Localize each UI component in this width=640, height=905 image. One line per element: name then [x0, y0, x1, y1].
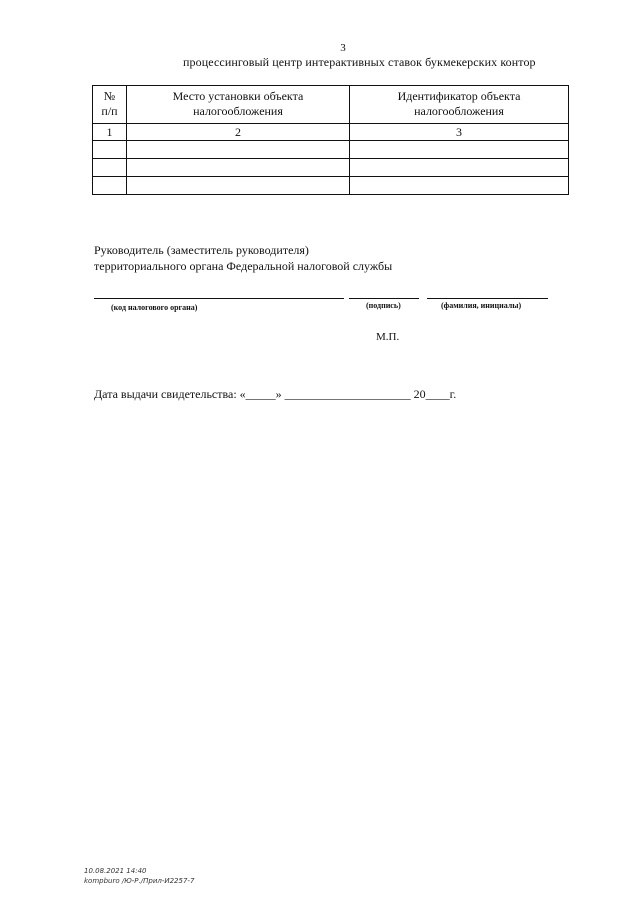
header-number: № п/п: [93, 86, 127, 124]
table-cell: [93, 177, 127, 195]
issue-date-blank: «_____» _____________________ 20____г.: [239, 387, 457, 401]
signer-line-1: Руководитель (заместитель руководителя): [94, 243, 309, 257]
name-caption: (фамилия, инициалы): [441, 301, 522, 310]
tax-office-code-line: [94, 298, 344, 299]
issue-date-line: [94, 387, 456, 402]
tax-objects-table: [92, 85, 569, 195]
table-header-row: [93, 86, 569, 124]
column-number: 3: [350, 124, 569, 141]
table-row: [93, 159, 569, 177]
header-identifier: Идентификатор объекта налогообложения: [350, 86, 569, 124]
name-line: [427, 298, 548, 299]
document-footer: [84, 866, 194, 886]
footer-timestamp: 10.08.2021 14:40: [84, 867, 147, 875]
table-cell: [350, 141, 569, 159]
signature-caption: (подпись): [366, 301, 401, 310]
table-row: [93, 141, 569, 159]
stamp-place: М.П.: [376, 331, 400, 343]
table-row: [93, 177, 569, 195]
table-cell: [93, 159, 127, 177]
table-cell: [93, 141, 127, 159]
table-cell: [350, 177, 569, 195]
table-cell: [127, 141, 350, 159]
issue-date-label: Дата выдачи свидетельства:: [94, 387, 237, 401]
tax-office-code-caption: (код налогового органа): [111, 303, 198, 312]
signature-line: [349, 298, 419, 299]
signer-line-2: территориального органа Федеральной налоговой службы: [94, 259, 393, 273]
table-cell: [127, 177, 350, 195]
continuation-text: процессинговый центр интерактивных ставок букмекерских контор: [183, 55, 536, 69]
signer-title: [94, 242, 392, 274]
column-number: 1: [93, 124, 127, 141]
column-number: 2: [127, 124, 350, 141]
table-cell: [127, 159, 350, 177]
column-number-row: [93, 124, 569, 141]
page-number: 3: [340, 42, 346, 54]
header-location: Место установки объекта налогообложения: [127, 86, 350, 124]
footer-document-code: kompburo /Ю-Р./Прил-И2257-7: [84, 877, 195, 885]
table-cell: [350, 159, 569, 177]
